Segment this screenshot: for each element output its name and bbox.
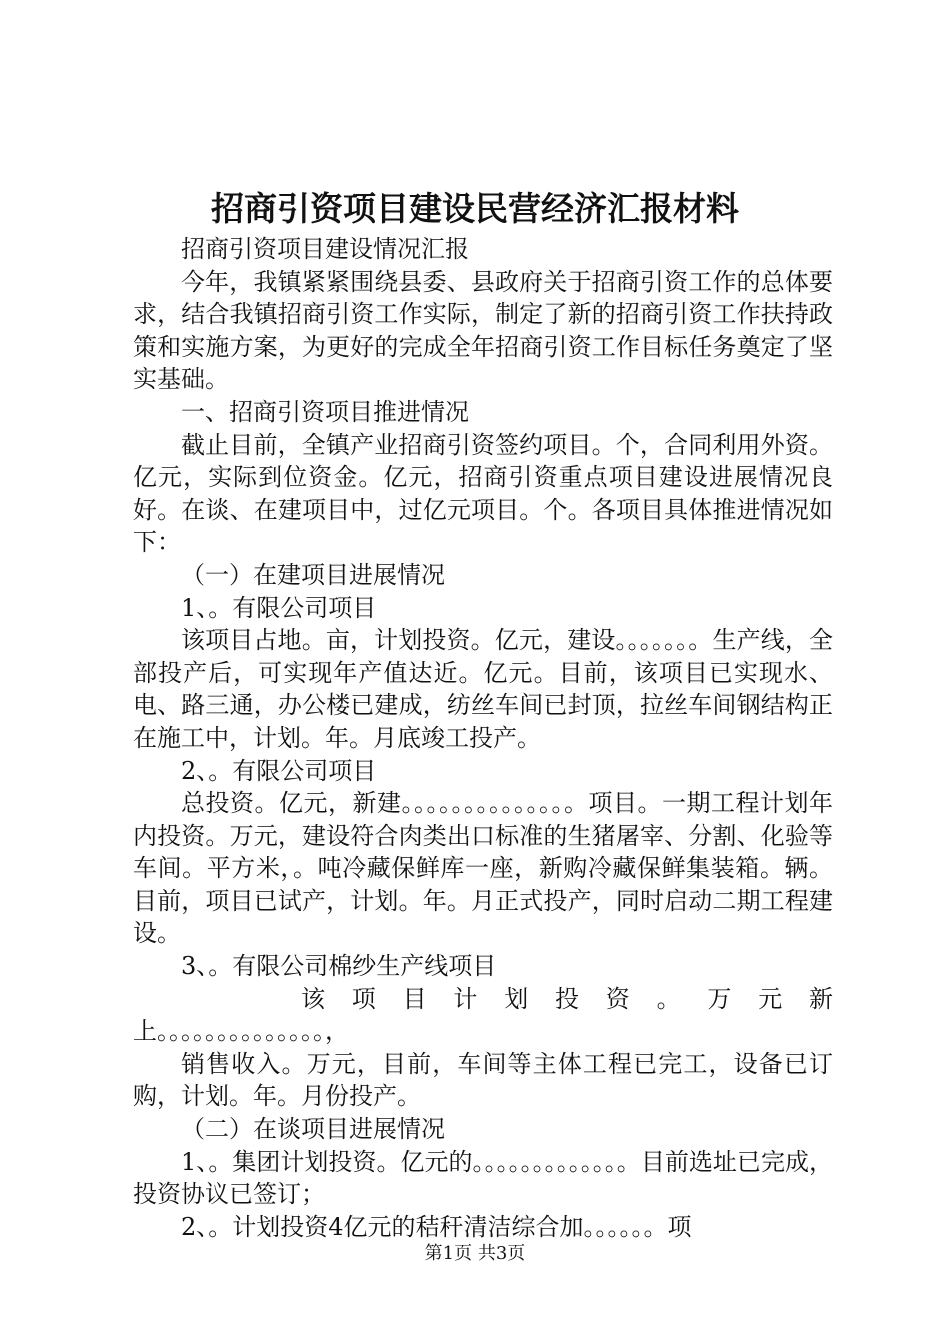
- negotiation-item-1: 1、。集团计划投资。亿元的。。。。。。。。。。。。。目前选址已完成，投资协议已签订；: [133, 1147, 833, 1209]
- project-heading-2: 2、。有限公司项目: [181, 756, 377, 785]
- report-subtitle: 招商引资项目建设情况汇报: [181, 235, 469, 263]
- project-heading-1: 1、。有限公司项目: [181, 593, 377, 622]
- negotiation-item-2: 2、。计划投资4亿元的秸秆清洁综合加。。。。。。项: [181, 1212, 692, 1241]
- project-paragraph-3-rest: 销售收入。万元，目前，车间等主体工程已完工，设备已订购，计划。年。月份投产。: [133, 1049, 833, 1111]
- progress-paragraph: 截止目前，全镇产业招商引资签约项目。个，合同利用外资。亿元，实际到位资金。亿元，招商引资重点项目建设进展情况良好。在谈、在建项目中，过亿元项目。个。各项目具体推进情况如下：: [133, 430, 833, 557]
- document-title: 招商引资项目建设民营经济汇报材料: [211, 189, 739, 228]
- subsection-heading-1: （一）在建项目进展情况: [181, 560, 445, 589]
- section-heading-1: 一、招商引资项目推进情况: [181, 397, 469, 426]
- project-paragraph-1: 该项目占地。亩，计划投资。亿元，建设。。。。。。。生产线，全部投产后，可实现年产值达近。亿元。目前，该项目已实现水、电、路三通，办公楼已建成，纺丝车间已封顶，拉丝车间钢结构正在施工中，计划。年。月底竣工投产。: [133, 626, 833, 752]
- subsection-heading-2: （二）在谈项目进展情况: [181, 1115, 445, 1144]
- page-footer: 第1页 共3页: [424, 1243, 526, 1264]
- project-paragraph-3-line-1: 该项目计划投资。万元新: [301, 984, 833, 1013]
- project-heading-3: 3、。有限公司棉纱生产线项目: [181, 952, 497, 981]
- document-body: [133, 233, 833, 1243]
- project-paragraph-2: 总投资。亿元，新建。。。。。。。。。。。。。。项目。一期工程计划年内投资。万元，建设符合肉类出口标准的生猪屠宰、分割、化验等车间。平方米，。吨冷藏保鲜库一座，新购冷藏保鲜集装箱。辆。目前，项目已试产，计划。年。月正式投产，同时启动二期工程建设。: [133, 789, 833, 948]
- project-paragraph-3-line-2: 上。。。。。。。。。。。。。。，: [133, 1017, 349, 1046]
- intro-paragraph: 今年，我镇紧紧围绕县委、县政府关于招商引资工作的总体要求，结合我镇招商引资工作实际，制定了新的招商引资工作扶持政策和实施方案，为更好的完成全年招商引资工作目标任务奠定了坚实基础。: [133, 267, 833, 394]
